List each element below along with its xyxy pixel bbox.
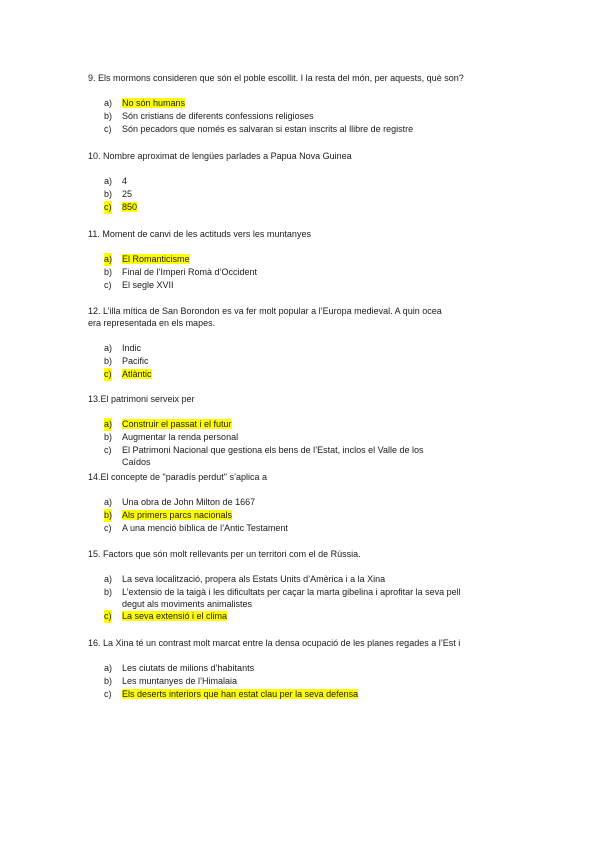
option-letter: c) [104, 523, 112, 533]
option-a [88, 496, 508, 509]
option-text: Són pecadors que només es salvaran si estan inscrits al llibre de registre [122, 124, 414, 134]
option-letter: c) [104, 689, 112, 699]
option-letter: b) [104, 676, 113, 686]
option-letter: a) [104, 98, 113, 108]
option-c [88, 368, 448, 381]
option-a [88, 573, 478, 586]
option-letter: c) [104, 124, 112, 134]
option-c [88, 688, 528, 701]
option-text: 4 [122, 176, 128, 186]
option-text: Atlàntic [122, 369, 152, 379]
option-text: Augmentar la renda personal [122, 432, 239, 442]
question-14 [88, 471, 508, 535]
options-list [88, 573, 478, 623]
option-text: L’extensio de la taigà i les dificultats per caçar la marta gibelina i aprofitar la seva pell degut als moviments animalistes [122, 587, 461, 609]
options-list [88, 97, 508, 136]
options-list [88, 662, 528, 701]
option-b [88, 586, 478, 610]
question-9 [88, 72, 508, 136]
option-c [88, 444, 448, 468]
option-c [88, 201, 508, 214]
option-a [88, 662, 528, 675]
option-text: Les ciutats de milions d’habitants [122, 663, 255, 673]
option-letter: b) [104, 189, 113, 199]
option-letter: b) [104, 111, 113, 121]
option-letter: b) [104, 267, 113, 277]
option-letter: b) [104, 356, 113, 366]
question-text: 12. L’illa mítica de San Borondon es va fer molt popular a l’Europa medieval. A quin ocea era representada en els mapes. [88, 306, 442, 328]
option-text: La seva localització, propera als Estats Units d’Amèrica i a la Xina [122, 574, 386, 584]
question-text: 11. Moment de canvi de les actituds vers les muntanyes [88, 229, 311, 239]
question-text: 13.El patrimoni serveix per [88, 394, 195, 404]
option-text: La seva extensió i el clima [122, 611, 228, 621]
options-list [88, 418, 448, 468]
option-a [88, 418, 448, 431]
option-text: Als primers parcs nacionals [122, 510, 233, 520]
option-letter: c) [104, 445, 112, 455]
option-letter: b) [104, 432, 113, 442]
option-text: Són cristians de diferents confessions religioses [122, 111, 314, 121]
option-a [88, 342, 448, 355]
option-text: Les muntanyes de l’Himalaia [122, 676, 238, 686]
options-list [88, 342, 448, 381]
option-letter: b) [104, 587, 113, 597]
question-11 [88, 228, 508, 292]
option-a [88, 175, 508, 188]
options-list [88, 253, 508, 292]
option-text: Pacific [122, 356, 149, 366]
question-13 [88, 393, 508, 468]
option-letter: a) [104, 574, 113, 584]
option-a [88, 97, 508, 110]
question-text: 16. La Xina té un contrast molt marcat entre la densa ocupació de les planes regades a l’Est i [88, 638, 461, 648]
option-text: 850 [122, 202, 138, 212]
option-text: Final de l’Imperi Romà d’Occident [122, 267, 258, 277]
option-b [88, 355, 448, 368]
question-text: 15. Factors que són molt rellevants per un territori com el de Rússia. [88, 549, 361, 559]
option-b [88, 509, 508, 522]
option-c [88, 610, 478, 623]
options-list [88, 496, 508, 535]
option-letter: a) [104, 176, 113, 186]
question-text: 14.El concepte de "paradís perdut" s’aplica a [88, 472, 268, 482]
option-letter: a) [104, 663, 113, 673]
option-text: El segle XVII [122, 280, 174, 290]
option-text: Construir el passat i el futur [122, 419, 232, 429]
option-letter: a) [104, 419, 113, 429]
option-b [88, 431, 448, 444]
option-text: Els deserts interiors que han estat clau per la seva defensa [122, 689, 359, 699]
option-letter: a) [104, 254, 113, 264]
option-text: A una menció bíblica de l’Antic Testament [122, 523, 288, 533]
option-letter: a) [104, 343, 113, 353]
option-letter: c) [104, 611, 112, 621]
option-c [88, 123, 508, 136]
question-12 [88, 305, 448, 381]
option-text: Una obra de John Milton de 1667 [122, 497, 256, 507]
question-16 [88, 637, 528, 701]
option-b [88, 188, 508, 201]
option-text: 25 [122, 189, 133, 199]
option-letter: c) [104, 280, 112, 290]
option-text: El Romanticisme [122, 254, 190, 264]
question-10 [88, 150, 508, 214]
option-letter: a) [104, 497, 113, 507]
option-c [88, 522, 508, 535]
option-text: No són humans [122, 98, 186, 108]
option-text: El Patrimoni Nacional que gestiona els bens de l’Estat, inclos el Valle de los Caídos [122, 445, 424, 467]
option-letter: b) [104, 510, 113, 520]
option-c [88, 279, 508, 292]
option-text: Indic [122, 343, 142, 353]
option-letter: c) [104, 369, 112, 379]
option-letter: c) [104, 202, 112, 212]
question-text: 10. Nombre aproximat de lengües parlades a Papua Nova Guinea [88, 151, 352, 161]
question-text: 9. Els mormons consideren que són el poble escollit. I la resta del món, per aquests, què son? [88, 73, 464, 83]
option-b [88, 675, 528, 688]
option-b [88, 110, 508, 123]
question-15 [88, 548, 508, 623]
option-a [88, 253, 508, 266]
option-b [88, 266, 508, 279]
options-list [88, 175, 508, 214]
